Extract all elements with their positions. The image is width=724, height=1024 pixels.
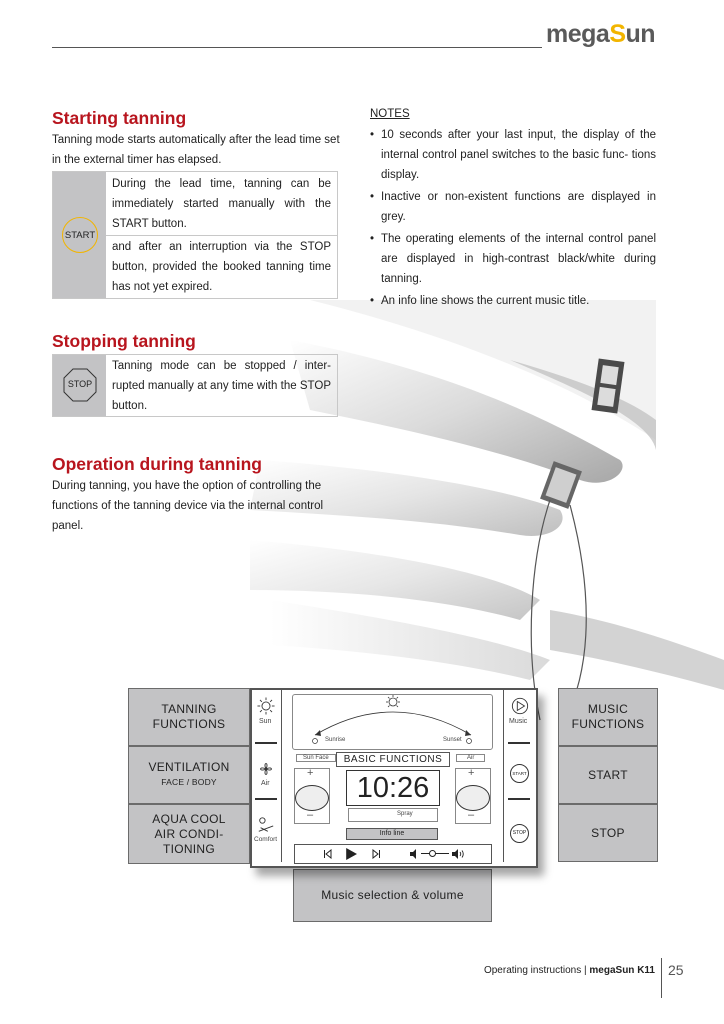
clock-display: 10:26 (346, 770, 440, 806)
sun-arc (293, 695, 492, 749)
header-rule (52, 47, 542, 48)
air-control (455, 768, 491, 824)
stop-icon-label: STOP (67, 379, 93, 389)
air-small-label: Air (456, 754, 485, 762)
play-icon[interactable] (345, 848, 357, 860)
spray-label: Spray (397, 811, 413, 817)
spray-button[interactable] (348, 808, 438, 822)
operation-text: During tanning, you have the option of controlling the functions of the tanning device via the internal control panel. (52, 480, 324, 532)
sunset-label: Sunset (443, 737, 462, 743)
stop-button[interactable]: STOP (510, 824, 529, 843)
starting-intro: Tanning mode starts automatically after the lead time set in the external timer has elapsed. (52, 134, 340, 166)
starting-box (52, 171, 338, 299)
music-controls (294, 844, 492, 864)
starting-row1: During the lead time, tanning can be immediately started manually with the START button. (112, 178, 331, 230)
sun-icon[interactable] (257, 697, 275, 715)
footer-rule (661, 958, 662, 998)
starting-row2: and after an interruption via the STOP button, provided the booked tanning time has not yet expired. (112, 241, 331, 293)
aqua-cool-label: AQUA COOL AIR CONDI- TIONING (128, 804, 250, 864)
volume-slider-knob[interactable] (429, 850, 436, 857)
volume-low-icon[interactable] (409, 849, 419, 859)
tanning-functions-label: TANNING FUNCTIONS (128, 688, 250, 746)
panel-divider (508, 798, 530, 800)
info-line: Info line (346, 828, 438, 840)
air-dial[interactable] (456, 785, 490, 811)
minus-button[interactable]: – (468, 809, 475, 821)
start-button[interactable]: START (510, 764, 529, 783)
stop-label: STOP (558, 804, 658, 862)
previous-track-icon[interactable] (323, 849, 333, 859)
operation-title: Operation during tanning (52, 454, 262, 474)
control-panel (250, 688, 538, 868)
notes-list (370, 125, 656, 313)
music-selection-label: Music selection & volume (293, 869, 492, 922)
music-functions-label: MUSIC FUNCTIONS (558, 688, 658, 746)
megasun-logo: megaSun (546, 20, 656, 48)
fan-icon[interactable] (257, 760, 275, 778)
music-label: Music (509, 718, 528, 725)
starting-divider (106, 235, 337, 236)
panel-divider (255, 742, 277, 744)
panel-divider (255, 798, 277, 800)
minus-button[interactable]: – (307, 809, 314, 821)
panel-divider (508, 742, 530, 744)
notes-title: NOTES (370, 108, 410, 120)
sun-label: Sun (259, 718, 272, 725)
page-number: 25 (668, 962, 684, 978)
note-item: • 10 seconds after your last input, the display of the internal control panel switches to the basic func- tions display. (370, 125, 656, 185)
sun-face-control (294, 768, 330, 824)
sun-face-dial[interactable] (295, 785, 329, 811)
note-item: • An info line shows the current music title. (370, 291, 656, 311)
stopping-text: Tanning mode can be stopped / inter- rupted manually at any time with the STOP button. (112, 360, 331, 412)
music-icon[interactable] (511, 697, 529, 715)
volume-high-icon[interactable] (451, 849, 465, 859)
panel-column-divider (281, 690, 282, 862)
ventilation-label: VENTILATION FACE / BODY (128, 746, 250, 804)
comfort-icon[interactable] (257, 816, 275, 834)
plus-button[interactable]: + (307, 767, 314, 779)
footer-doc-title: Operating instructions | megaSun K11 (483, 965, 655, 976)
basic-functions-title: BASIC FUNCTIONS (336, 752, 450, 767)
starting-title: Starting tanning (52, 108, 187, 128)
comfort-label: Comfort (254, 836, 278, 843)
start-icon: START (62, 217, 98, 253)
panel-column-divider (503, 690, 504, 862)
stopping-title: Stopping tanning (52, 331, 196, 351)
sun-arc-display (292, 694, 493, 750)
next-track-icon[interactable] (371, 849, 381, 859)
note-item: • The operating elements of the internal control panel are displayed in high-contrast black/white during tanning. (370, 229, 656, 289)
start-label: START (558, 746, 658, 804)
sun-face-label: Sun Face (296, 754, 336, 762)
air-label: Air (261, 780, 270, 787)
stopping-box (52, 354, 338, 417)
note-item: • Inactive or non-existent functions are displayed in grey. (370, 187, 656, 227)
sunrise-label: Sunrise (325, 737, 346, 743)
plus-button[interactable]: + (468, 767, 475, 779)
